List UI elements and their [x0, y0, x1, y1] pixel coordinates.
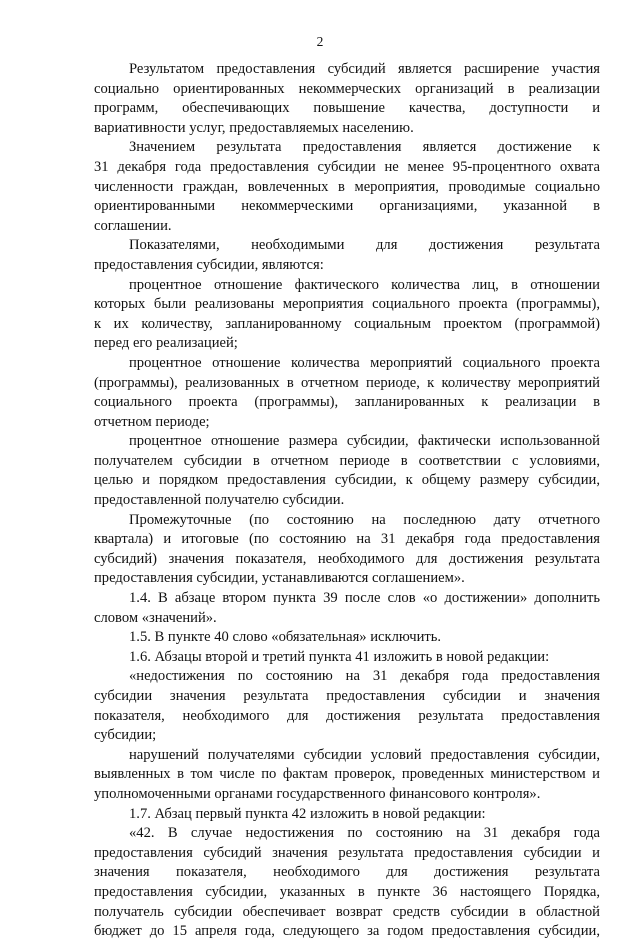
text-line: субсидии значения результата предоставления субсидии и значения	[94, 688, 600, 704]
text-line: предоставления субсидии, являются:	[94, 256, 324, 273]
text-line: предоставления субсидии, устанавливаются соглашением».	[94, 570, 465, 587]
text-line: соглашении.	[94, 217, 172, 234]
text-line: 1.6. Абзацы второй и третий пункта 41 изложить в новой редакции:	[129, 648, 550, 665]
text-line: значения показателя, необходимого для достижения результата	[94, 864, 600, 881]
text-line: предоставленной получателю субсидии.	[94, 492, 345, 509]
text-line: 1.7. Абзац первый пункта 42 изложить в новой редакции:	[129, 805, 486, 822]
text-line: к их количеству, запланированному социальным проектом (программой)	[94, 315, 600, 332]
page-number: 2	[316, 34, 324, 49]
text-line: словом «значений».	[94, 609, 217, 626]
text-line: Показателями, необходимыми для достижения результата	[129, 237, 600, 254]
text-line: нарушений получателями субсидии условий предоставления субсидии,	[129, 746, 600, 763]
document-body	[94, 60, 600, 942]
text-line: процентное отношение фактического количества лиц, в отношении	[129, 276, 600, 293]
text-line: программ, обеспечивающих повышение качества, доступности и	[94, 100, 600, 117]
text-line: целью и порядком предоставления субсидии, к общему размеру субсидии,	[94, 472, 600, 489]
text-line: предоставления субсидии, указанных в пункте 36 настоящего Порядка,	[94, 883, 600, 900]
text-line: выявленных в том числе по фактам проверок, проведенных министерством и	[94, 766, 600, 783]
text-line: ориентированными некоммерческими организациями, указанной в	[94, 198, 600, 215]
text-line: перед его реализацией;	[94, 335, 238, 352]
text-line: отчетном периоде;	[94, 413, 210, 430]
text-line: бюджет до 15 апреля года, следующего за годом предоставления субсидии,	[94, 923, 600, 940]
text-line: «недостижения по состоянию на 31 декабря года предоставления	[129, 668, 600, 685]
text-line: получатель субсидии обеспечивает возврат средств субсидии в областной	[94, 903, 600, 920]
text-line: субсидий) значения показателя, необходимого для достижения результата	[94, 550, 600, 567]
text-line: показателя, необходимого для достижения результата предоставления	[94, 707, 600, 724]
text-line: которых были реализованы мероприятия социального проекта (программы),	[94, 296, 600, 313]
text-line: получателем субсидии в отчетном периоде в соответствии с условиями,	[94, 452, 600, 469]
text-line: (программы), реализованных в отчетном периоде, к количеству мероприятий	[94, 374, 600, 391]
text-line: 1.5. В пункте 40 слово «обязательная» исключить.	[129, 629, 442, 646]
text-line: 31 декабря года предоставления субсидии не менее 95-процентного охвата	[94, 158, 600, 175]
text-line: Результатом предоставления субсидий является расширение участия	[129, 61, 600, 77]
text-line: 1.4. В абзаце втором пункта 39 после слов «о достижении» дополнить	[129, 590, 600, 607]
text-line: предоставления субсидий значения результата предоставления субсидии и	[94, 844, 600, 861]
text-line: квартала) и итоговые (по состоянию на 31 декабря года предоставления	[94, 531, 600, 548]
text-line: численности граждан, вовлеченных в мероприятия, проводимые социально	[94, 178, 600, 195]
text-line: «42. В случае недостижения по состоянию на 31 декабря года	[129, 825, 600, 842]
text-line: процентное отношение размера субсидии, фактически использованной	[129, 433, 600, 450]
text-line: Промежуточные (по состоянию на последнюю дату отчетного	[129, 511, 600, 528]
text-line: социального проекта (программы), запланированных к реализации в	[94, 394, 600, 411]
text-line: уполномоченными органами государственного финансового контроля».	[94, 785, 541, 802]
text-line: процентное отношение количества мероприятий социального проекта	[129, 354, 600, 371]
text-line: Значением результата предоставления является достижение к	[129, 139, 600, 156]
text-line: вариативности услуг, предоставляемых населению.	[94, 119, 414, 136]
text-line: социально ориентированных некоммерческих организаций в реализации	[94, 80, 600, 97]
text-line: субсидии;	[94, 727, 157, 744]
